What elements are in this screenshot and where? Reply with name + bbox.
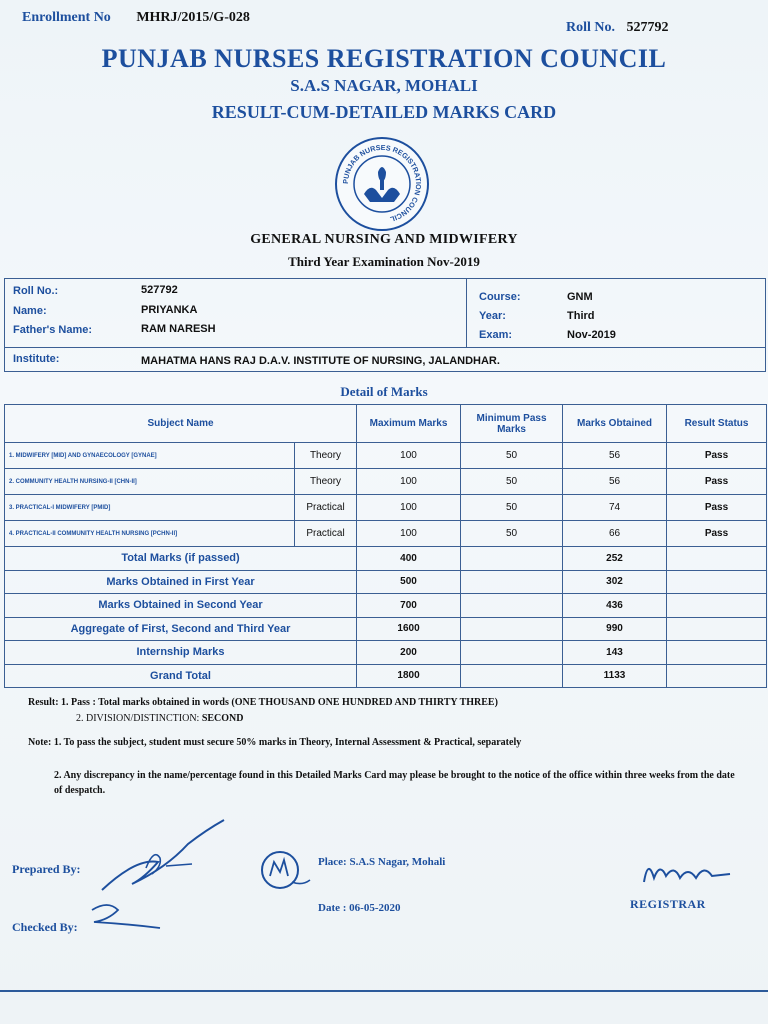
col-header-minimum: Minimum Pass Marks (461, 405, 563, 443)
summary-empty (667, 664, 767, 688)
col-header-maximum: Maximum Marks (357, 405, 461, 443)
obtained-marks: 74 (563, 495, 667, 521)
registrar-label: REGISTRAR (630, 897, 706, 911)
subject-type: Theory (295, 443, 357, 469)
summary-empty (461, 664, 563, 688)
summary-empty (667, 617, 767, 641)
institute-value: MAHATMA HANS RAJ D.A.V. INSTITUTE OF NURSING, JALANDHAR. (141, 355, 500, 367)
summary-obtained: 143 (563, 641, 667, 665)
note-one: Note: 1. To pass the subject, student must secure 50% marks in Theory, Internal Assessment & Practical, separately (28, 737, 522, 748)
summary-row (5, 664, 767, 688)
division-value: SECOND (201, 713, 244, 724)
max-marks: 100 (357, 521, 461, 547)
summary-obtained: 252 (563, 547, 667, 571)
note-two: 2. Any discrepancy in the name/percentage found in this Detailed Marks Card may please be brought to the notice of the office within three weeks from the date of despatch. (54, 770, 735, 796)
col-header-obtained: Marks Obtained (563, 405, 667, 443)
name-value: PRIYANKA (141, 304, 198, 316)
subject-name: 4. PRACTICAL-II COMMUNITY HEALTH NURSING [PCHN-II] (5, 521, 295, 547)
prepared-by-label: Prepared By: (12, 862, 81, 876)
name-label: Name: (13, 305, 47, 317)
table-row (5, 521, 767, 547)
course-value: GNM (567, 291, 593, 303)
summary-label: Grand Total (5, 664, 357, 688)
summary-row (5, 594, 767, 618)
footer-place: Place: S.A.S Nagar, Mohali (318, 856, 446, 868)
enrollment-label: Enrollment No (22, 10, 111, 25)
svg-text:PUNJAB NURSES REGISTRATION COU: PUNJAB NURSES REGISTRATION COUNCIL (340, 142, 424, 224)
summary-obtained: 990 (563, 617, 667, 641)
bottom-rule (0, 990, 768, 992)
summary-max: 1600 (357, 617, 461, 641)
info-divider-horizontal (5, 347, 765, 348)
obtained-marks: 56 (563, 443, 667, 469)
detail-of-marks-title: Detail of Marks (340, 384, 428, 399)
summary-empty (461, 617, 563, 641)
summary-empty (461, 594, 563, 618)
max-marks: 100 (357, 495, 461, 521)
summary-label: Total Marks (if passed) (5, 547, 357, 571)
max-marks: 100 (357, 443, 461, 469)
summary-empty (667, 570, 767, 594)
father-name-value: RAM NARESH (141, 323, 216, 335)
division-line (76, 713, 244, 724)
marks-table (4, 404, 767, 688)
summary-max: 1800 (357, 664, 461, 688)
summary-obtained: 1133 (563, 664, 667, 688)
summary-empty (461, 547, 563, 571)
course-label: Course: (479, 291, 521, 303)
marks-table-header-row (5, 405, 767, 443)
subject-type: Theory (295, 469, 357, 495)
summary-empty (461, 570, 563, 594)
table-row (5, 469, 767, 495)
summary-row (5, 570, 767, 594)
summary-row (5, 617, 767, 641)
exam-title: GENERAL NURSING AND MIDWIFERY (250, 232, 518, 247)
result-line: Result: 1. Pass : Total marks obtained in words (ONE THOUSAND ONE HUNDRED AND THIRTY THREE) (28, 697, 498, 708)
subject-name: 1. MIDWIFERY [MID] AND GYNAECOLOGY [GYNAE] (5, 443, 295, 469)
year-value: Third (567, 310, 595, 322)
subject-name: 3. PRACTICAL-I MIDWIFERY [PMID] (5, 495, 295, 521)
header-roll-value: 527792 (626, 20, 669, 35)
roll-value: 527792 (141, 284, 178, 296)
summary-obtained: 302 (563, 570, 667, 594)
summary-label: Internship Marks (5, 641, 357, 665)
checked-by-signature-icon (88, 900, 168, 936)
summary-max: 500 (357, 570, 461, 594)
header-roll-number (566, 20, 669, 36)
result-status: Pass (667, 495, 767, 521)
summary-label: Aggregate of First, Second and Third Year (5, 617, 357, 641)
institute-label: Institute: (13, 353, 60, 365)
student-info-box (4, 278, 766, 372)
exam-value: Nov-2019 (567, 329, 616, 341)
enrollment-number (22, 10, 250, 26)
table-row (5, 443, 767, 469)
registrar-signature-icon (640, 854, 736, 890)
card-title: RESULT-CUM-DETAILED MARKS CARD (211, 102, 557, 122)
info-divider-vertical (466, 279, 467, 347)
council-seal-icon (334, 136, 430, 232)
min-marks: 50 (461, 469, 563, 495)
header-roll-label: Roll No. (566, 20, 615, 35)
footer-date: Date : 06-05-2020 (318, 902, 401, 914)
col-header-result-status: Result Status (667, 405, 767, 443)
council-place: S.A.S NAGAR, MOHALI (290, 76, 478, 95)
subject-type: Practical (295, 521, 357, 547)
summary-label: Marks Obtained in Second Year (5, 594, 357, 618)
min-marks: 50 (461, 521, 563, 547)
obtained-marks: 66 (563, 521, 667, 547)
initials-mark-icon (258, 848, 312, 892)
prepared-by-signature-icon (96, 818, 230, 898)
summary-row (5, 641, 767, 665)
summary-row (5, 547, 767, 571)
col-header-subject: Subject Name (5, 405, 357, 443)
council-name: PUNJAB NURSES REGISTRATION COUNCIL (101, 44, 667, 73)
summary-max: 400 (357, 547, 461, 571)
exam-label: Exam: (479, 329, 513, 341)
result-status: Pass (667, 521, 767, 547)
summary-empty (667, 547, 767, 571)
summary-max: 200 (357, 641, 461, 665)
father-name-label: Father's Name: (13, 324, 93, 336)
year-label: Year: (479, 310, 506, 322)
table-row (5, 495, 767, 521)
checked-by-label: Checked By: (12, 920, 78, 934)
roll-label: Roll No.: (13, 285, 59, 297)
subject-type: Practical (295, 495, 357, 521)
summary-max: 700 (357, 594, 461, 618)
obtained-marks: 56 (563, 469, 667, 495)
subject-name: 2. COMMUNITY HEALTH NURSING-II [CHN-II] (5, 469, 295, 495)
exam-subtitle: Third Year Examination Nov-2019 (288, 254, 480, 269)
min-marks: 50 (461, 443, 563, 469)
result-status: Pass (667, 469, 767, 495)
enrollment-value: MHRJ/2015/G-028 (136, 10, 250, 25)
summary-empty (461, 641, 563, 665)
min-marks: 50 (461, 495, 563, 521)
summary-empty (667, 594, 767, 618)
summary-empty (667, 641, 767, 665)
division-label: 2. DIVISION/DISTINCTION: (76, 713, 200, 724)
summary-label: Marks Obtained in First Year (5, 570, 357, 594)
result-status: Pass (667, 443, 767, 469)
max-marks: 100 (357, 469, 461, 495)
summary-obtained: 436 (563, 594, 667, 618)
